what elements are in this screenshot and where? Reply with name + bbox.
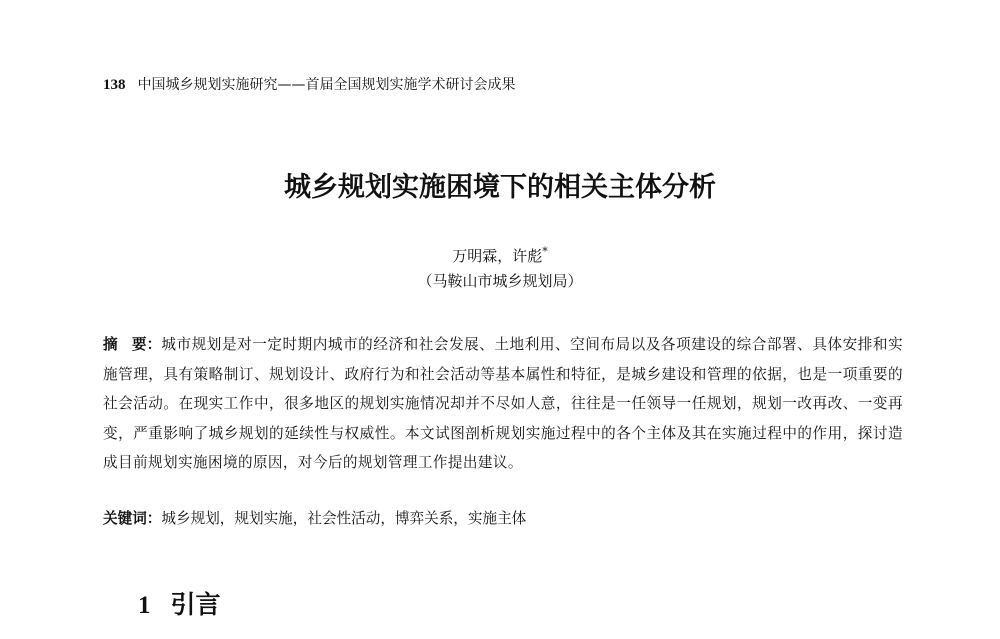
section-title: 引言	[170, 590, 221, 619]
section-heading	[138, 588, 221, 623]
running-head-text: 中国城乡规划实施研究——首届全国规划实施学术研讨会成果	[137, 77, 516, 93]
keywords-text: 城乡规划，规划实施，社会性活动，博弈关系，实施主体	[161, 510, 527, 527]
keywords-label: 关键词：	[103, 510, 162, 527]
keywords-line	[103, 508, 903, 530]
author-names: 万明霖，许彪	[452, 247, 543, 265]
abstract-text: 城市规划是对一定时期内城市的经济和社会发展、土地利用、空间布局以及各项建设的综合部署、具体安排和实施管理，具有策略制订、规划设计、政府行为和社会活动等基本属性和特征，是城乡建设和管理的依据，也是一项重要的社会活动。在现实工作中，很多地区的规划实施情况却并不尽如人意，往往是一任领导一任规划，规划一改再改、一变再变，严重影响了城乡规划的延续性与权威性。本文试图剖析规划实施过程中的各个主体及其在实施过程中的作用，探讨造成目前规划实施困境的原因，对今后的规划管理工作提出建议。	[103, 336, 903, 472]
running-head	[103, 76, 516, 94]
author-line	[0, 246, 1000, 266]
abstract-label: 摘 要：	[103, 336, 162, 353]
paper-title: 城乡规划实施困境下的相关主体分析	[284, 172, 716, 203]
author-footnote-mark: *	[542, 245, 548, 258]
page-number: 138	[103, 77, 126, 93]
author-affiliation: （马鞍山市城乡规划局）	[417, 272, 583, 290]
abstract-paragraph	[103, 330, 903, 478]
section-number: 1	[138, 592, 151, 619]
